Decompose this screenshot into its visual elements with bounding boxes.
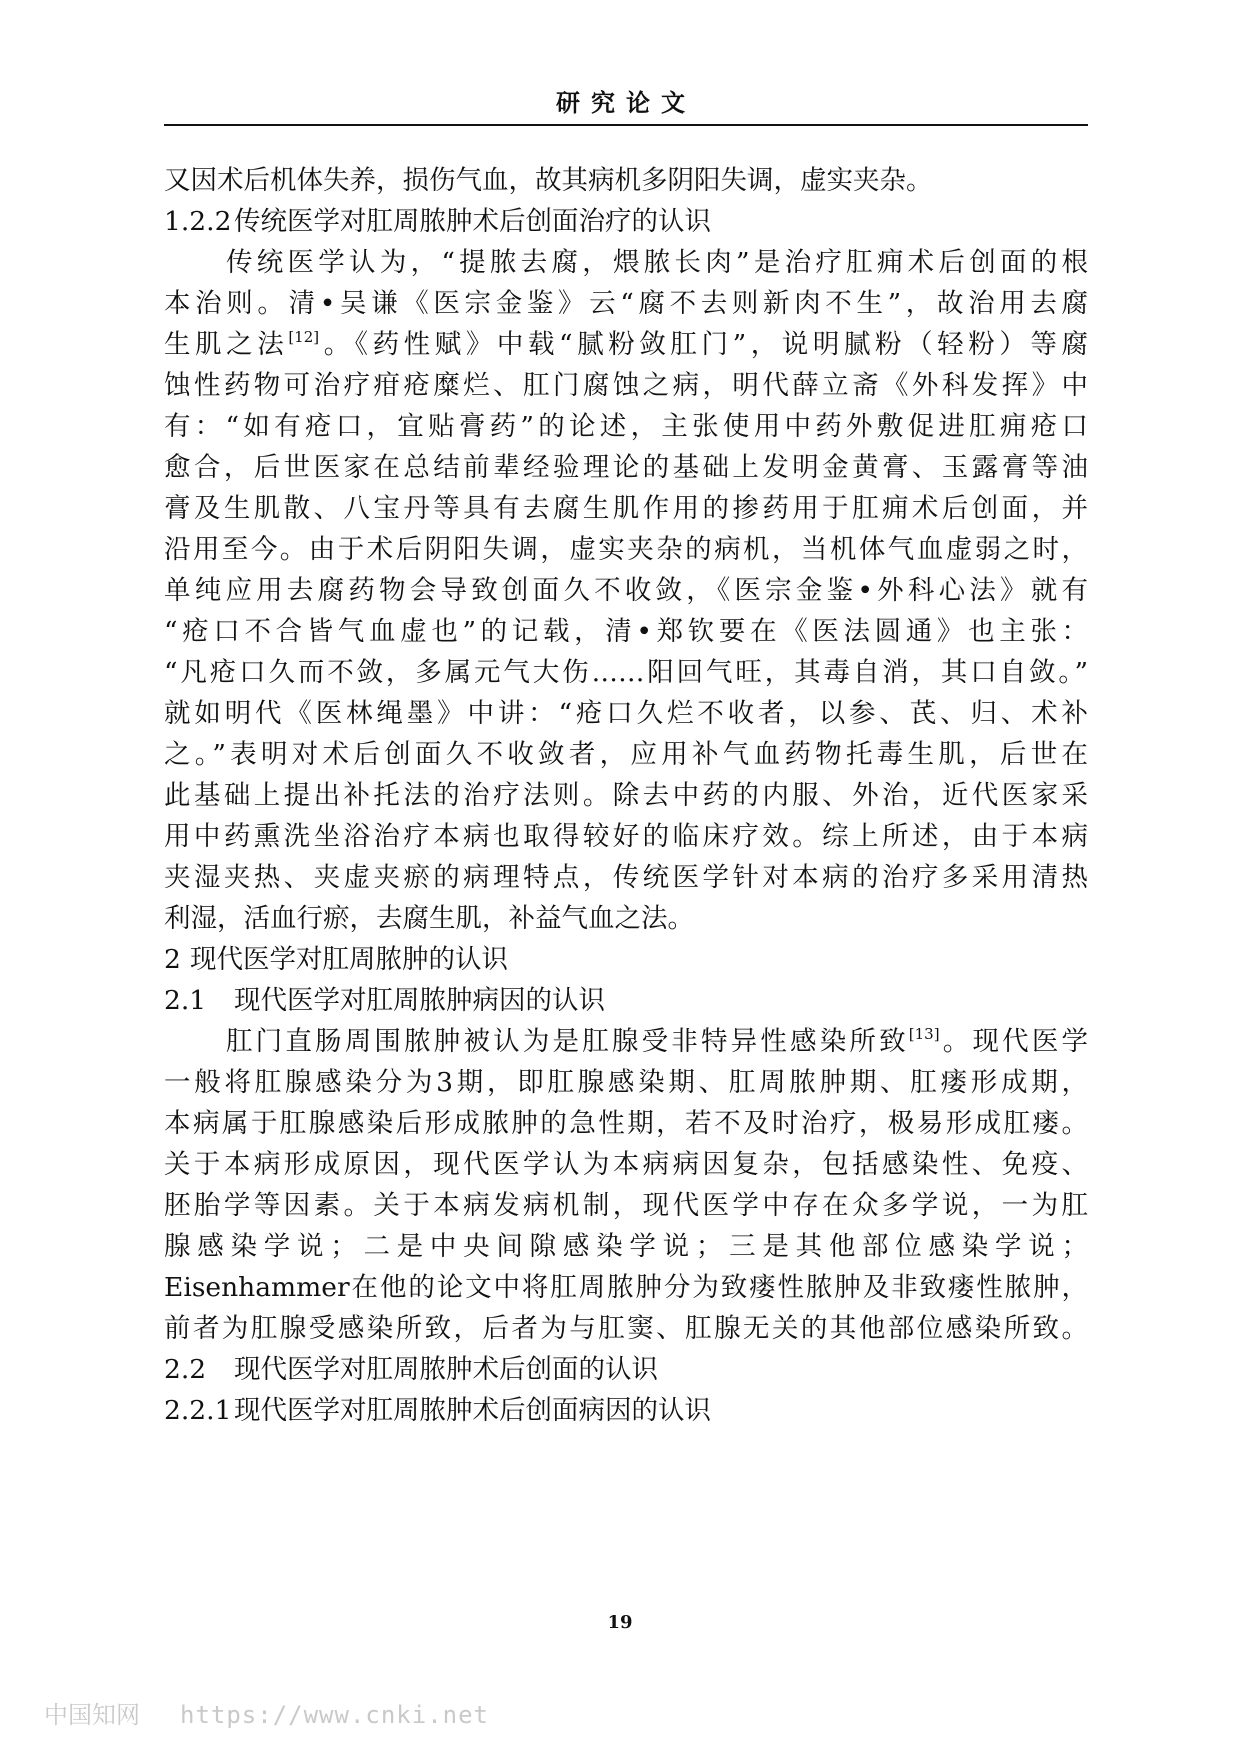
line-text: 就如明代《医林绳墨》中讲：“疮口久烂不收者，以参、芪、归、术补	[164, 698, 1088, 729]
line-text: 用中药熏洗坐浴治疗本病也取得较好的临床疗效。综上所述，由于本病	[164, 821, 1088, 852]
line-text: 沿用至今。由于术后阴阳失调，虚实夹杂的病机，当机体气血虚弱之时，	[164, 534, 1088, 565]
line-text: 传统医学对肛周脓肿术后创面治疗的认识	[234, 206, 711, 237]
line-text: 生肌之法	[164, 329, 289, 360]
line-text: 一般将肛腺感染分为3期，即肛腺感染期、肛周脓肿期、肛瘘形成期，	[164, 1067, 1088, 1098]
line-text: 腺感染学说；二是中央间隙感染学说；三是其他部位感染学说；	[164, 1231, 1088, 1262]
citation-ref: [13]	[908, 1025, 940, 1043]
line-text-continued: 。现代医学	[939, 1026, 1088, 1057]
line-text: 此基础上提出补托法的治疗法则。除去中药的内服、外治，近代医家采	[164, 780, 1088, 811]
section-heading	[164, 980, 1088, 1021]
line-text-continued: 。《药性赋》中载“腻粉敛肛门”，说明腻粉（轻粉）等腐	[319, 329, 1088, 360]
line-text: 本治则。清•吴谦《医宗金鉴》云“腐不去则新肉不生”，故治用去腐	[164, 288, 1088, 319]
section-number: 2.2	[164, 1354, 207, 1385]
body-line	[164, 1308, 1088, 1349]
body-line	[164, 160, 1088, 201]
line-text: Eisenhammer在他的论文中将肛周脓肿分为致瘘性脓肿及非致瘘性脓肿，	[164, 1272, 1088, 1303]
body-line	[164, 1144, 1088, 1185]
line-text: 之。”表明对术后创面久不收敛者，应用补气血药物托毒生肌，后世在	[164, 739, 1088, 770]
header-rule	[164, 124, 1088, 126]
body-line	[164, 283, 1088, 324]
body-line	[164, 693, 1088, 734]
body-line	[164, 775, 1088, 816]
body-line	[164, 1226, 1088, 1267]
body-line	[164, 365, 1088, 406]
line-text: 有：“如有疮口，宜贴膏药”的论述，主张使用中药外敷促进肛痈疮口	[164, 411, 1088, 442]
body-line	[164, 1267, 1088, 1308]
body-line	[164, 898, 1088, 939]
watermark-site: https://www.cnki.net	[180, 1701, 489, 1729]
page-number: 19	[607, 1612, 633, 1633]
body-line	[164, 488, 1088, 529]
body-line	[164, 611, 1088, 652]
body-line	[164, 324, 1088, 365]
body-line	[164, 570, 1088, 611]
body-line	[164, 1103, 1088, 1144]
line-text: 胚胎学等因素。关于本病发病机制，现代医学中存在众多学说，一为肛	[164, 1190, 1088, 1221]
line-text: 现代医学对肛周脓肿术后创面的认识	[234, 1354, 658, 1385]
line-text: 又因术后机体失养，损伤气血，故其病机多阴阳失调，虚实夹杂。	[164, 165, 933, 196]
body-line	[164, 652, 1088, 693]
watermark-brand: 中国知网	[44, 1701, 140, 1729]
line-text: “疮口不合皆气血虚也”的记载，清•郑钦要在《医法圆通》也主张：	[164, 616, 1088, 647]
line-text: 本病属于肛腺感染后形成脓肿的急性期，若不及时治疗，极易形成肛瘘。	[164, 1108, 1088, 1139]
body-line	[164, 242, 1088, 283]
body-line	[164, 857, 1088, 898]
body-line	[164, 406, 1088, 447]
line-text: 利湿，活血行瘀，去腐生肌，补益气血之法。	[164, 903, 694, 934]
line-text: 夹湿夹热、夹虚夹瘀的病理特点，传统医学针对本病的治疗多采用清热	[164, 862, 1088, 893]
section-heading	[164, 1349, 1088, 1390]
line-text: 前者为肛腺受感染所致，后者为与肛窦、肛腺无关的其他部位感染所致。	[164, 1313, 1088, 1344]
line-text: 蚀性药物可治疗疳疮糜烂、肛门腐蚀之病，明代薛立斋《外科发挥》中	[164, 370, 1088, 401]
running-header: 研究论文	[556, 88, 696, 117]
citation-ref: [12]	[288, 328, 320, 346]
section-heading	[164, 201, 1088, 242]
line-text: 单纯应用去腐药物会导致创面久不收敛，《医宗金鉴•外科心法》就有	[164, 575, 1088, 606]
line-text: 现代医学对肛周脓肿的认识	[190, 944, 508, 975]
line-text: 肛门直肠周围脓肿被认为是肛腺受非特异性感染所致	[226, 1026, 909, 1057]
line-text: 现代医学对肛周脓肿病因的认识	[234, 985, 605, 1016]
section-heading	[164, 939, 1088, 980]
body-line	[164, 1185, 1088, 1226]
line-text: 传统医学认为，“提脓去腐，煨脓长肉”是治疗肛痈术后创面的根	[226, 247, 1088, 278]
body-line	[164, 1062, 1088, 1103]
line-text: 关于本病形成原因，现代医学认为本病病因复杂，包括感染性、免疫、	[164, 1149, 1088, 1180]
watermark	[44, 1695, 489, 1730]
body-line	[164, 529, 1088, 570]
section-number: 2.1	[164, 985, 207, 1016]
section-number: 1.2.2	[164, 206, 232, 237]
section-heading	[164, 1390, 1088, 1431]
line-text: 膏及生肌散、八宝丹等具有去腐生肌作用的掺药用于肛痈术后创面，并	[164, 493, 1088, 524]
line-text: “凡疮口久而不敛，多属元气大伤……阳回气旺，其毒自消，其口自敛。”	[164, 657, 1088, 688]
section-number: 2	[164, 944, 181, 975]
body-line	[164, 816, 1088, 857]
body-text	[164, 160, 1088, 1431]
line-text: 愈合，后世医家在总结前辈经验理论的基础上发明金黄膏、玉露膏等油	[164, 452, 1088, 483]
body-line	[164, 734, 1088, 775]
section-number: 2.2.1	[164, 1395, 232, 1426]
line-text: 现代医学对肛周脓肿术后创面病因的认识	[234, 1395, 711, 1426]
body-line	[164, 1021, 1088, 1062]
body-line	[164, 447, 1088, 488]
